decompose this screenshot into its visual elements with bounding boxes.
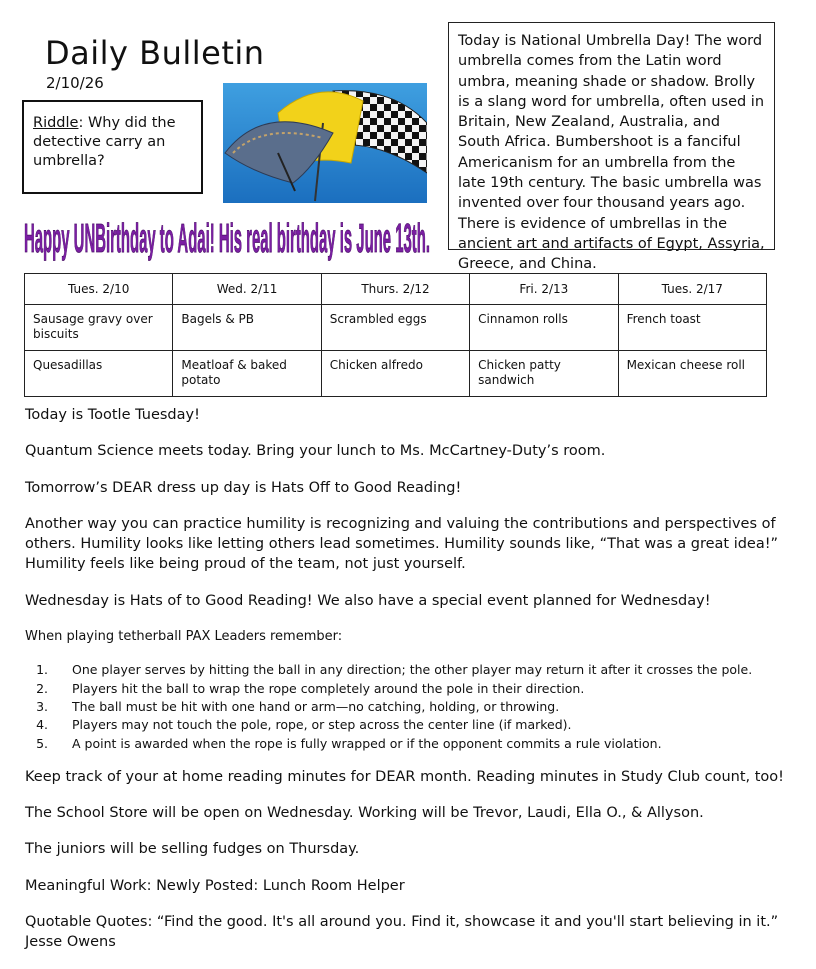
page-title: Daily Bulletin [45, 34, 265, 72]
rule-number: 5. [36, 735, 48, 751]
menu-cell: Scrambled eggs [321, 305, 469, 351]
rule-number: 4. [36, 717, 48, 733]
menu-breakfast-row [25, 305, 767, 351]
rule-number: 2. [36, 680, 48, 696]
menu-cell: Chicken alfredo [321, 351, 469, 397]
menu-header-row [25, 274, 767, 305]
announcement-meaningful-work: Meaningful Work: Newly Posted: Lunch Room Helper [25, 877, 405, 894]
announcement-fudges: The juniors will be selling fudges on Thursday. [25, 841, 360, 858]
bulletin-date: 2/10/26 [46, 74, 104, 92]
menu-day: Wed. 2/11 [173, 274, 321, 305]
menu-day: Tues. 2/10 [25, 274, 173, 305]
umbrella-fact-text: Today is National Umbrella Day! The word umbrella comes from the Latin word umbra, meaning shade or shadow. Brolly is a slang word for umbrella, often used in Britain, New Zealand, Australia, and South Africa. Bumbershoot is a fanciful Americanism for an umbrella from the late 19th century. The basic umbrella was invented over four thousand years ago. There is evidence of umbrellas in the ancient art and artifacts of Egypt, Assyria, Greece, and China. [458, 33, 765, 273]
menu-cell: French toast [618, 305, 766, 351]
announcement-wednesday: Wednesday is Hats of to Good Reading! We also have a special event planned for Wednesday! [25, 592, 711, 609]
rule-text: Players may not touch the pole, rope, or step across the center line (if marked). [72, 717, 572, 733]
menu-cell: Bagels & PB [173, 305, 321, 351]
rule-text: One player serves by hitting the ball in any direction; the other player may return it after it crosses the pole. [72, 662, 753, 678]
announcement-humility: Another way you can practice humility is recognizing and valuing the contributions and perspectives of others. Humility looks like letting others lead sometimes. Humility sounds like, “That was a great idea!” Humility feels like being proud of the team, not just yourself. [25, 515, 779, 573]
announcement-dear-dress: Tomorrow’s DEAR dress up day is Hats Off to Good Reading! [25, 479, 462, 496]
announcement-tootle: Today is Tootle Tuesday! [25, 407, 200, 423]
menu-cell: Quesadillas [25, 351, 173, 397]
rule-text: Players hit the ball to wrap the rope completely around the pole in their direction. [72, 680, 585, 696]
announcement-reading-minutes: Keep track of your at home reading minutes for DEAR month. Reading minutes in Study Club count, too! [25, 768, 784, 785]
rule-item [25, 680, 795, 698]
menu-cell: Chicken patty sandwich [470, 351, 618, 397]
rule-text: The ball must be hit with one hand or arm—no catching, holding, or throwing. [72, 698, 560, 714]
riddle-label: Riddle [33, 115, 79, 131]
umbrella-fact-box [448, 22, 775, 273]
menu-day: Fri. 2/13 [470, 274, 618, 305]
menu-day: Thurs. 2/12 [321, 274, 469, 305]
rule-item [25, 698, 795, 716]
umbrellas-photo [223, 83, 427, 203]
riddle-question: : Why did the detective carry an umbrella? [33, 115, 176, 169]
menu-cell: Sausage gravy over biscuits [25, 305, 173, 351]
announcement-school-store: The School Store will be open on Wednesday. Working will be Trevor, Laudi, Ella O., & Allyson. [25, 805, 704, 822]
tetherball-rules [25, 661, 795, 752]
menu-cell: Cinnamon rolls [470, 305, 618, 351]
menu-lunch-row [25, 351, 767, 397]
menu-cell: Meatloaf & baked potato [173, 351, 321, 397]
birthday-wordart [22, 206, 434, 272]
rule-item [25, 661, 795, 679]
rule-number: 3. [36, 698, 48, 714]
announcement-quote: Quotable Quotes: “Find the good. It's all around you. Find it, showcase it and you'll start believing in it.” Jesse Owens [25, 914, 779, 951]
menu-day: Tues. 2/17 [618, 274, 766, 305]
announcement-quantum: Quantum Science meets today. Bring your lunch to Ms. McCartney-Duty’s room. [25, 443, 606, 460]
rule-text: A point is awarded when the rope is fully wrapped or if the opponent commits a rule violation. [72, 735, 662, 751]
announcements [25, 405, 795, 969]
tetherball-intro: When playing tetherball PAX Leaders remember: [25, 629, 343, 645]
menu-table [24, 273, 767, 397]
rule-item [25, 735, 795, 753]
rule-item [25, 716, 795, 734]
birthday-text: Happy UNBirthday to Adai! His real birthday is June 13th. [24, 215, 430, 261]
rule-number: 1. [36, 662, 48, 678]
riddle-box [22, 100, 203, 194]
menu-cell: Mexican cheese roll [618, 351, 766, 397]
